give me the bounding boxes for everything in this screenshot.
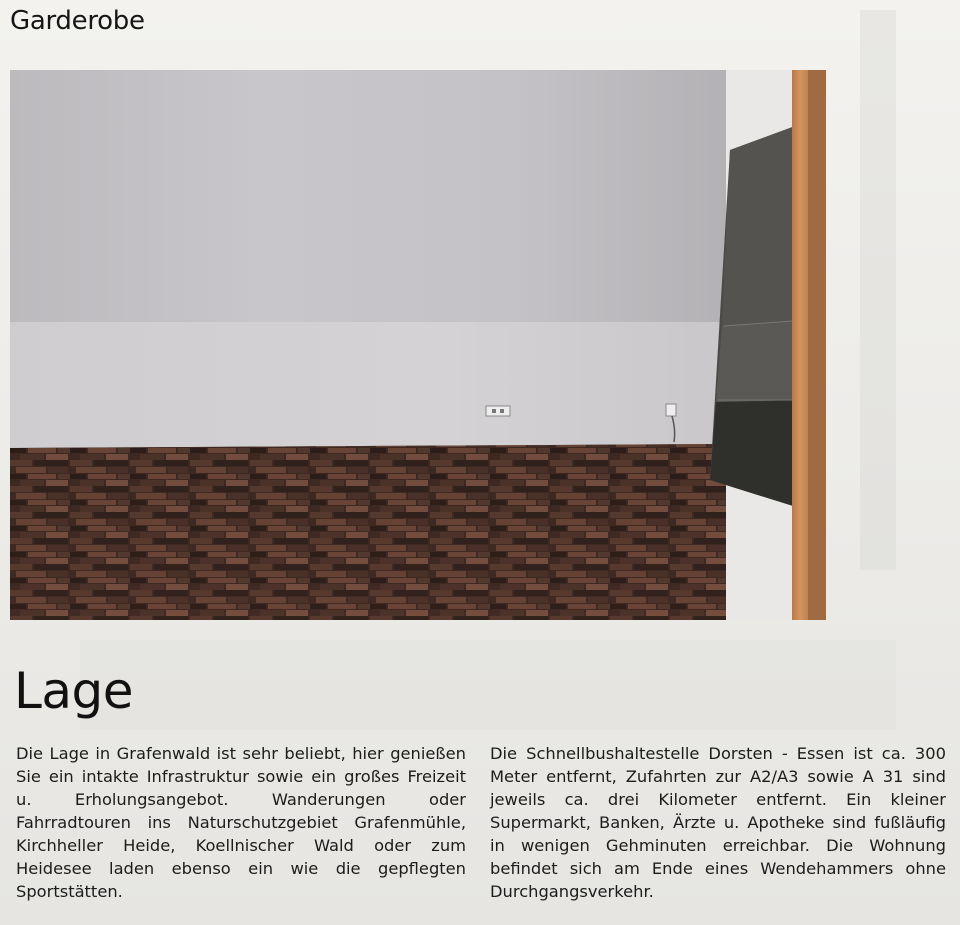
show-through-text-block (80, 640, 896, 730)
body-text-column-left: Die Lage in Grafenwald ist sehr beliebt, hier genießen Sie ein intakte Infrastruktur sowie ein großes Freizeit u. Erholungsangebot. Wanderungen oder Fahrradtouren ins Naturschutzgebiet Grafenmühle, Kirchheller Heide, Koellnischer Wald oder zum Heidesee laden ebenso ein wie die gepflegten Sportstätten. (16, 744, 466, 901)
section-title: Garderobe (10, 6, 145, 36)
section-heading: Lage (14, 662, 133, 720)
show-through-text-block (860, 10, 896, 570)
body-text-column-right: Die Schnellbushaltestelle Dorsten - Essen ist ca. 300 Meter entfernt, Zufahrten zur A2/A3 sowie A 31 sind jeweils ca. drei Kilometer entfernt. Ein kleiner Supermarkt, Banken, Ärzte u. Apotheke sind fußläufig in wenigen Gehminuten erreichbar. Die Wohnung befindet sich am Ende eines Wendehammers ohne Durchgangsverkehr. (490, 744, 946, 901)
room-photo (10, 70, 826, 620)
